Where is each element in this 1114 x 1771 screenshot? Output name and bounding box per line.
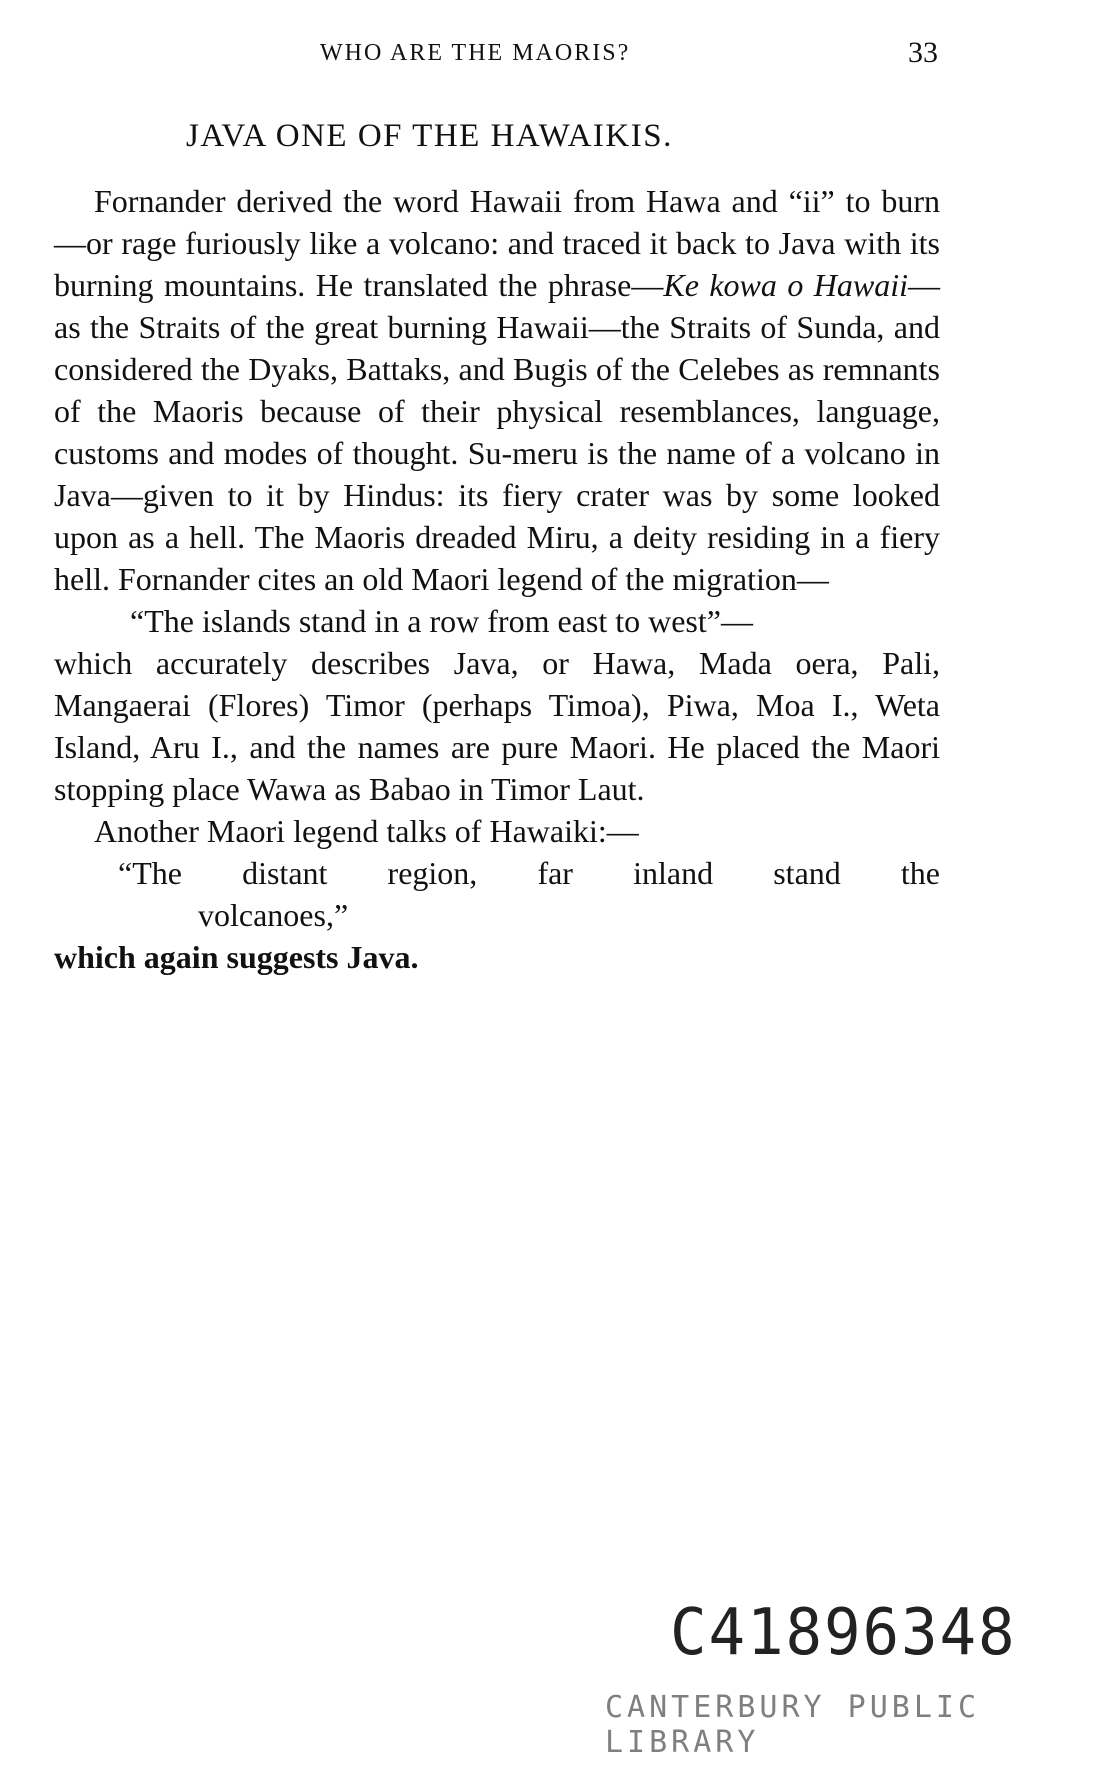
quote-volcanoes-line2: volcanoes,” [198,897,349,933]
paragraph-hawaiki: Another Maori legend talks of Hawaiki:— [94,813,639,849]
body-text [54,180,940,978]
accession-stamp: C41896348 [670,1596,1017,1670]
paragraph-fornander-end: —as the Straits of the great burning Hawaii—the Straits of Sunda, and considered the Dyaks, Battaks, and Bugis of the Celebes as remnants of the Maoris because of their physical resemblances, language, customs and modes of thought. Su-meru is the name of a volcano in Java—given to it by Hindus: its fiery crater was by some looked upon as a hell. The Maoris dreaded Miru, a deity residing in a fiery hell. Fornander cites an old Maori legend of the migration— [54,267,941,597]
quote-islands: “The islands stand in a row from east to west”— [130,603,753,639]
running-head: WHO ARE THE MAORIS? [320,40,631,66]
section-title: JAVA ONE OF THE HAWAIKIS. [186,118,673,154]
quote-volcanoes-line1 [54,852,940,894]
paragraph-fornander-start: Fornander derived the word Hawaii from Hawa and “ii” to burn—or rage furiously like a volcano: and traced it back to Java with its burning mountains. He translated the phrase— [54,183,940,303]
paragraph-islands: which accurately describes Java, or Hawa, Mada oera, Pali, Mangaerai (Flores) Timor (perhaps Timoa), Piwa, Moa I., Weta Island, Aru I., and the names are pure Maori. He placed the Maori stopping place Wawa as Babao in Timor Laut. [54,645,940,807]
maori-phrase: Ke kowa o Hawaii [663,267,909,303]
page-number: 33 [908,36,938,69]
library-stamp: CANTERBURY PUBLIC LIBRARY [605,1690,981,1760]
closing-line: which again suggests Java. [54,939,419,975]
paragraph-fornander [54,180,940,600]
quote-volcanoes-line1-text: “The distant region, far inland stand the [118,855,940,891]
